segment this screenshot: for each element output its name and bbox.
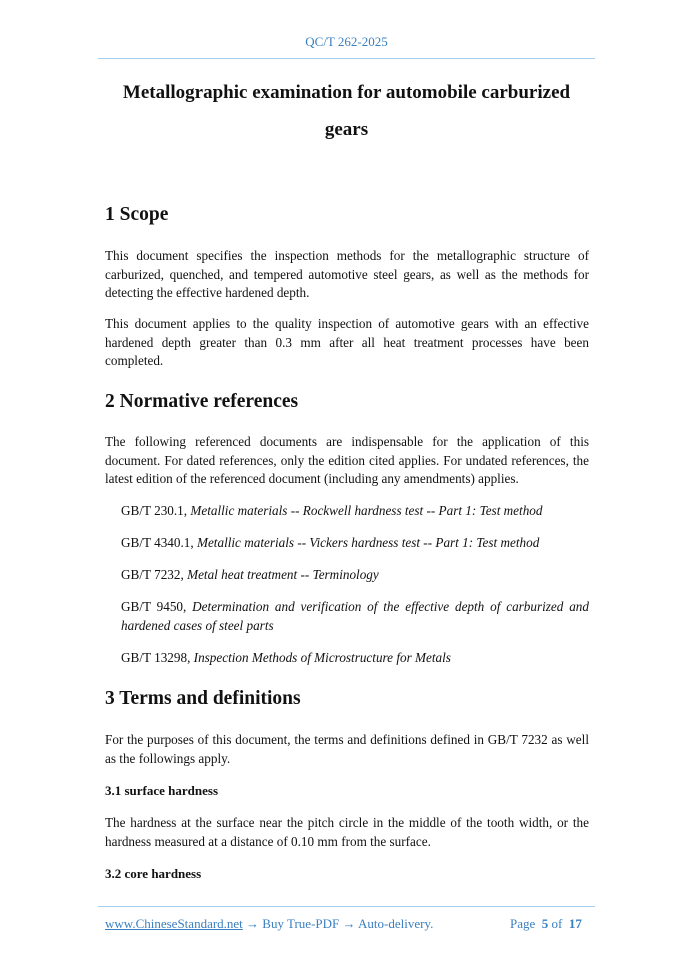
reference-title: Determination and verification of the effective depth of carburized and hardened cases of steel parts bbox=[121, 599, 589, 633]
arrow-right-icon: → bbox=[246, 916, 260, 931]
reference-title: Inspection Methods of Microstructure for Metals bbox=[193, 650, 451, 665]
footer-promo bbox=[105, 916, 433, 932]
reference-item bbox=[121, 566, 589, 585]
header-standard-id: QC/T 262-2025 bbox=[305, 34, 388, 49]
footer-website-link[interactable]: www.ChineseStandard.net bbox=[105, 916, 243, 931]
header-divider bbox=[98, 58, 595, 59]
reference-title: Metallic materials -- Vickers hardness test -- Part 1: Test method bbox=[196, 535, 540, 550]
footer-buy-text: Buy True-PDF bbox=[259, 916, 343, 931]
page-of: of bbox=[548, 916, 566, 931]
normative-paragraph: The following referenced documents are indispensable for the application of this document. For dated references, only the edition cited applies. For undated references, the latest edition of the referenced document (including any amendments) applies. bbox=[105, 434, 589, 487]
reference-item bbox=[121, 502, 589, 521]
reference-item bbox=[121, 534, 589, 553]
reference-code: GB/T 13298, bbox=[121, 650, 194, 665]
current-page: 5 bbox=[541, 916, 549, 931]
term-heading-surface-hardness: 3.1 surface hardness bbox=[105, 783, 219, 798]
reference-code: GB/T 9450, bbox=[121, 599, 193, 614]
page-label: Page bbox=[510, 916, 539, 931]
scope-paragraph-1: This document specifies the inspection methods for the metallographic structure of carburized, quenched, and tempered automotive steel gears, as well as the methods for detecting the effective hardened depth. bbox=[105, 248, 589, 301]
term-definition-surface-hardness: The hardness at the surface near the pitch circle in the middle of the tooth width, or the hardness measured at a distance of 0.10 mm from the surface. bbox=[105, 815, 589, 849]
total-pages: 17 bbox=[568, 916, 582, 931]
reference-code: GB/T 230.1, bbox=[121, 503, 191, 518]
footer-auto-delivery-text: Auto-delivery. bbox=[355, 916, 434, 931]
scope-paragraph-2: This document applies to the quality inspection of automotive gears with an effective hardened depth greater than 0.3 mm after all heat treatment processes have been completed. bbox=[105, 316, 589, 369]
section-heading-scope: 1 Scope bbox=[105, 204, 169, 225]
reference-code: GB/T 4340.1, bbox=[121, 535, 197, 550]
reference-item bbox=[121, 649, 589, 668]
document-title-line2: gears bbox=[324, 119, 369, 140]
terms-paragraph: For the purposes of this document, the terms and definitions defined in GB/T 7232 as well as the followings apply. bbox=[105, 732, 589, 766]
arrow-right-icon: → bbox=[342, 916, 356, 931]
section-heading-terms: 3 Terms and definitions bbox=[105, 688, 301, 709]
reference-item bbox=[121, 598, 589, 635]
term-heading-core-hardness: 3.2 core hardness bbox=[105, 866, 202, 881]
reference-title: Metallic materials -- Rockwell hardness test -- Part 1: Test method bbox=[190, 503, 543, 518]
footer-divider bbox=[98, 906, 595, 907]
page-indicator bbox=[510, 916, 582, 932]
section-heading-normative: 2 Normative references bbox=[105, 391, 299, 412]
reference-title: Metal heat treatment -- Terminology bbox=[187, 567, 379, 582]
reference-code: GB/T 7232, bbox=[121, 567, 188, 582]
document-title-line1: Metallographic examination for automobile carburized bbox=[122, 82, 571, 103]
